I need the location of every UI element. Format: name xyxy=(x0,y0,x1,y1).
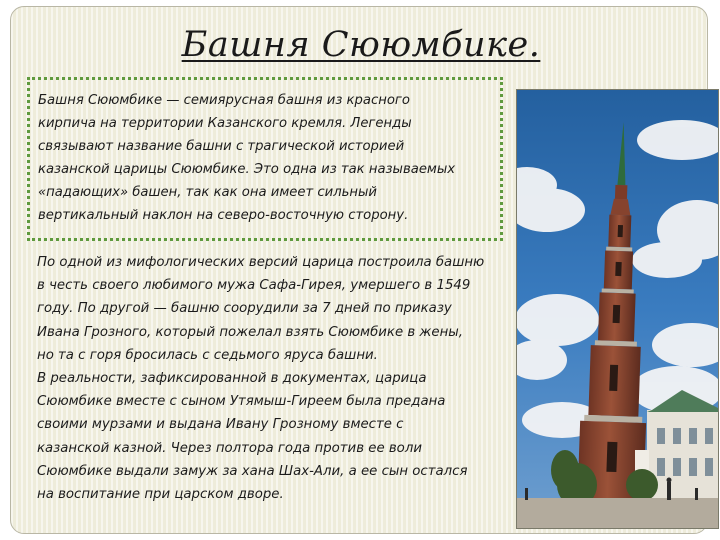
intro-paragraph xyxy=(38,89,455,227)
body-line: По одной из мифологических версий царица построила башню xyxy=(37,255,485,270)
intro-box xyxy=(27,77,503,241)
intro-line: казанской царицы Сююмбике. Это одна из так называемых xyxy=(38,162,456,177)
tower-photo xyxy=(516,89,719,529)
body-line: Сююмбике вместе с сыном Утямыш-Гиреем была предана xyxy=(37,394,446,410)
body-line: в честь своего любимого мужа Сафа-Гирея, умершего в 1549 xyxy=(37,278,471,294)
body-line: году. По другой — башню соорудили за 7 дней по приказу xyxy=(37,301,452,317)
ground xyxy=(517,498,718,528)
intro-line: «падающих» башен, так как она имеет сильный xyxy=(38,185,378,200)
body-paragraph xyxy=(37,251,484,506)
intro-line: Башня Сююмбике — семиярусная башня из красного xyxy=(38,93,410,108)
intro-line: вертикальный наклон на северо-восточную сторону. xyxy=(38,208,409,223)
body-line: В реальности, зафиксированной в документах, царица xyxy=(37,371,427,387)
body-line: Ивана Грозного, который пожелал взять Сююмбике в жены, xyxy=(37,324,464,340)
body-line: казанской казной. Через полтора года против ее воли xyxy=(37,440,422,456)
body-line: но та с горя бросилась с седьмого яруса башни. xyxy=(37,347,378,363)
body-line: своими мурзами и выдана Ивану Грозному вместе с xyxy=(37,417,404,433)
intro-line: связывают название башни с трагической историей xyxy=(38,139,405,154)
body-line: Сююмбике выдали замуж за хана Шах-Али, а ее сын остался xyxy=(37,463,468,479)
slide-frame xyxy=(10,6,708,534)
body-line: на воспитание при царском дворе. xyxy=(37,487,284,503)
intro-line: кирпича на территории Казанского кремля. Легенды xyxy=(38,116,412,131)
slide-title: Башня Сююмбике. xyxy=(181,25,541,65)
